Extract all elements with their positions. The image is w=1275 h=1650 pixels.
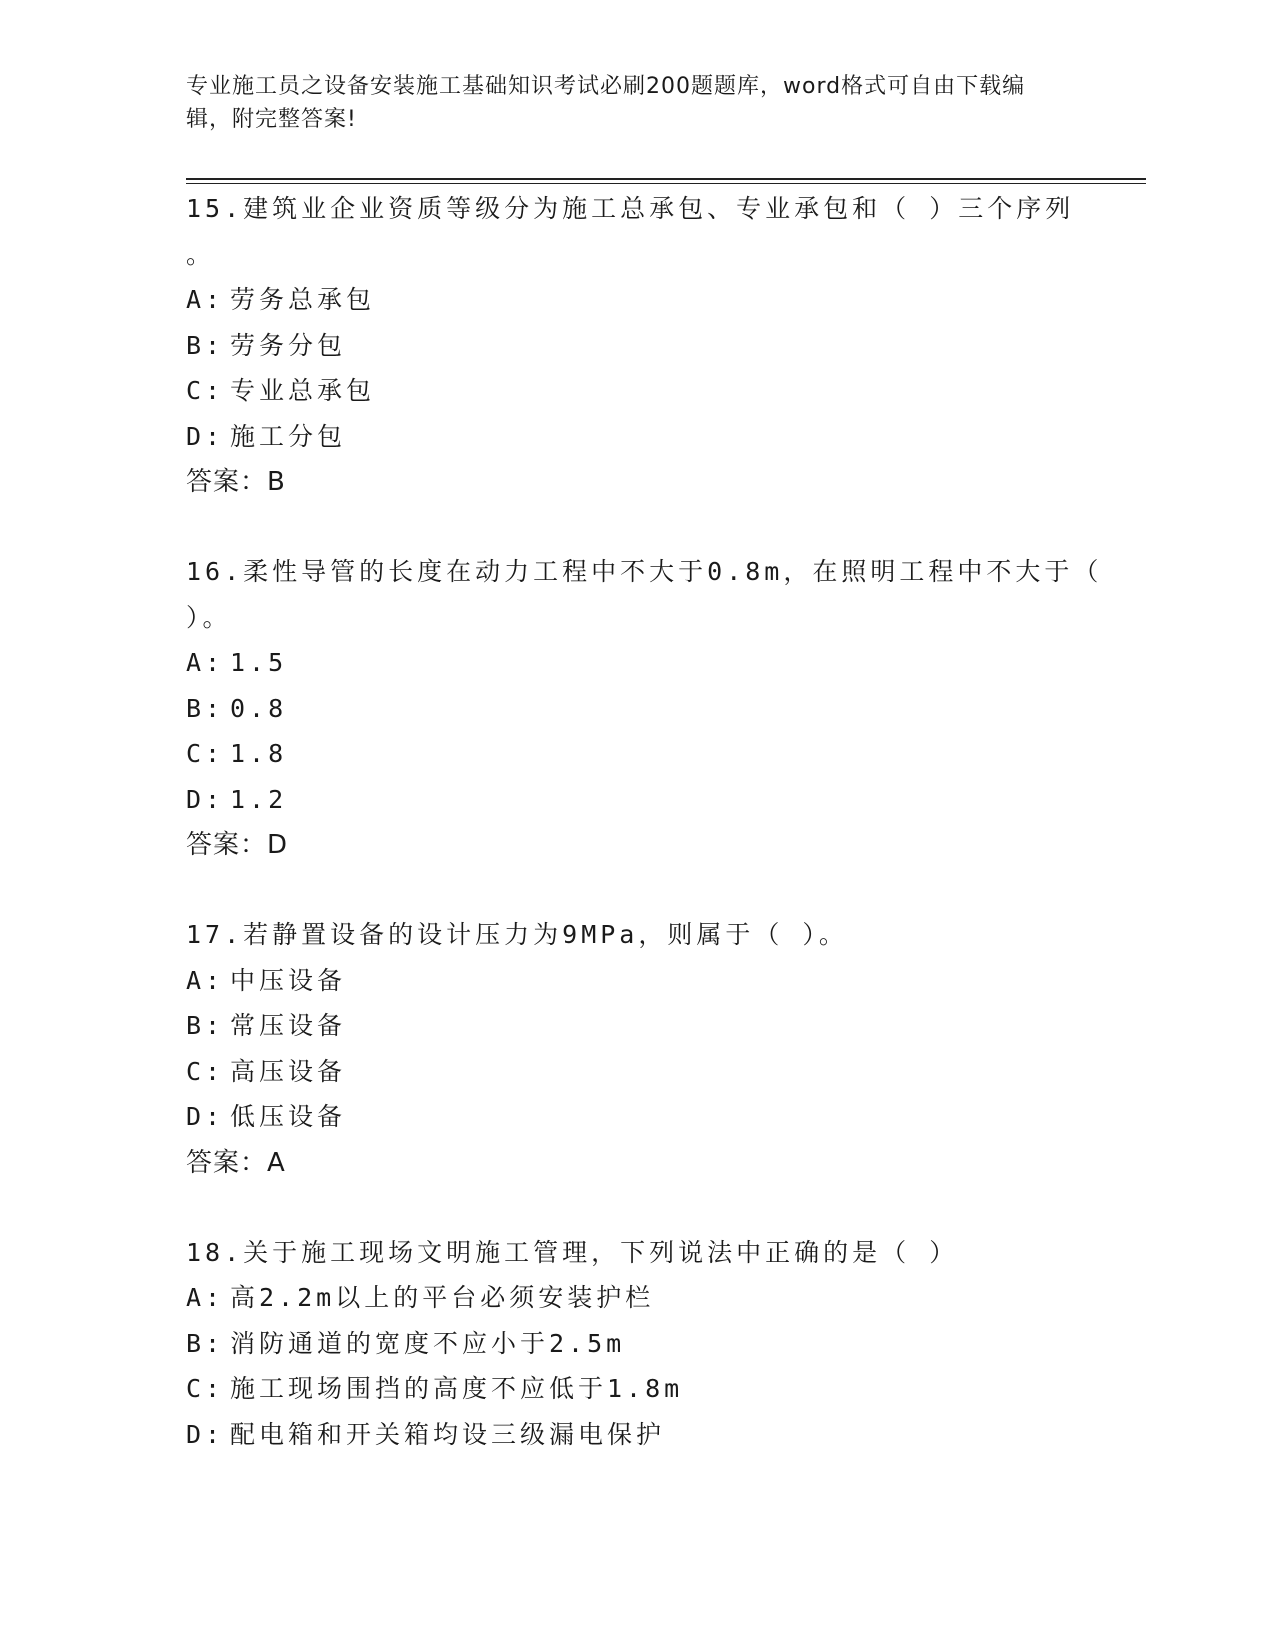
- document-header: 专业施工员之设备安装施工基础知识考试必刷200题题库，word格式可自由下载编辑，附完整答案!: [186, 74, 1026, 132]
- option-text: 低压设备: [230, 1102, 347, 1131]
- option-text: 施工分包: [230, 421, 347, 451]
- option-text: 1.2: [230, 784, 288, 814]
- option-d: [186, 1412, 1146, 1458]
- option-letter: D:: [186, 784, 225, 814]
- option-text: 配电箱和开关箱均设三级漏电保护: [230, 1419, 666, 1449]
- question-15: [186, 186, 1146, 505]
- option-text: 消防通道的宽度不应小于2.5m: [230, 1328, 626, 1358]
- option-c: [186, 1049, 1146, 1095]
- option-letter: D:: [186, 1102, 225, 1131]
- option-c: [186, 368, 1146, 414]
- question-17: [186, 912, 1146, 1186]
- option-text: 高2.2m以上的平台必须安装护栏: [230, 1283, 655, 1312]
- option-text: 施工现场围挡的高度不应低于1.8m: [230, 1374, 684, 1403]
- question-list: [186, 186, 1146, 1457]
- option-a: [186, 277, 1146, 323]
- question-16: [186, 549, 1146, 868]
- option-text: 0.8: [230, 693, 288, 723]
- header-divider: [186, 178, 1146, 184]
- question-stem: 17.若静置设备的设计压力为9MPa，则属于（ ）。: [186, 920, 848, 949]
- option-a: [186, 958, 1146, 1004]
- option-letter: B:: [186, 330, 225, 360]
- option-b: [186, 1321, 1146, 1367]
- option-text: 1.8: [230, 739, 288, 768]
- option-letter: C:: [186, 739, 225, 768]
- option-a: [186, 1275, 1146, 1321]
- option-text: 专业总承包: [230, 376, 376, 405]
- answer-label: 答案：D: [186, 830, 289, 860]
- option-b: [186, 323, 1146, 369]
- option-text: 1.5: [230, 648, 288, 677]
- question-stem: 16.柔性导管的长度在动力工程中不大于0.8m，在照明工程中不大于（: [186, 557, 1103, 586]
- option-c: [186, 731, 1146, 777]
- question-stem-continued: ）。: [186, 602, 232, 632]
- option-letter: C:: [186, 1374, 225, 1403]
- option-d: [186, 777, 1146, 823]
- option-text: 中压设备: [230, 965, 347, 995]
- option-b: [186, 686, 1146, 732]
- option-d: [186, 414, 1146, 460]
- question-stem: 15.建筑业企业资质等级分为施工总承包、专业承包和（ ）三个序列: [186, 194, 1075, 223]
- answer-label: 答案：A: [186, 1147, 286, 1178]
- option-c: [186, 1366, 1146, 1412]
- option-letter: C:: [186, 376, 225, 405]
- question-stem: 18.关于施工现场文明施工管理，下列说法中正确的是（ ）: [186, 1237, 959, 1267]
- option-letter: C:: [186, 1056, 225, 1086]
- option-letter: A:: [186, 1283, 225, 1312]
- question-18: [186, 1230, 1146, 1458]
- option-a: [186, 640, 1146, 686]
- option-text: 高压设备: [230, 1056, 347, 1086]
- option-letter: B:: [186, 693, 225, 723]
- option-letter: A:: [186, 965, 225, 995]
- option-letter: B:: [186, 1328, 225, 1358]
- option-text: 劳务总承包: [230, 285, 376, 314]
- option-letter: D:: [186, 1419, 225, 1449]
- document-page: [186, 70, 1156, 1449]
- option-text: 劳务分包: [230, 330, 347, 360]
- option-letter: A:: [186, 648, 225, 677]
- option-letter: D:: [186, 421, 225, 451]
- question-stem-continued: 。: [186, 239, 216, 269]
- option-b: [186, 1003, 1146, 1049]
- answer-label: 答案：B: [186, 467, 286, 497]
- option-text: 常压设备: [230, 1011, 347, 1040]
- option-letter: A:: [186, 285, 225, 314]
- option-d: [186, 1094, 1146, 1140]
- option-letter: B:: [186, 1011, 225, 1040]
